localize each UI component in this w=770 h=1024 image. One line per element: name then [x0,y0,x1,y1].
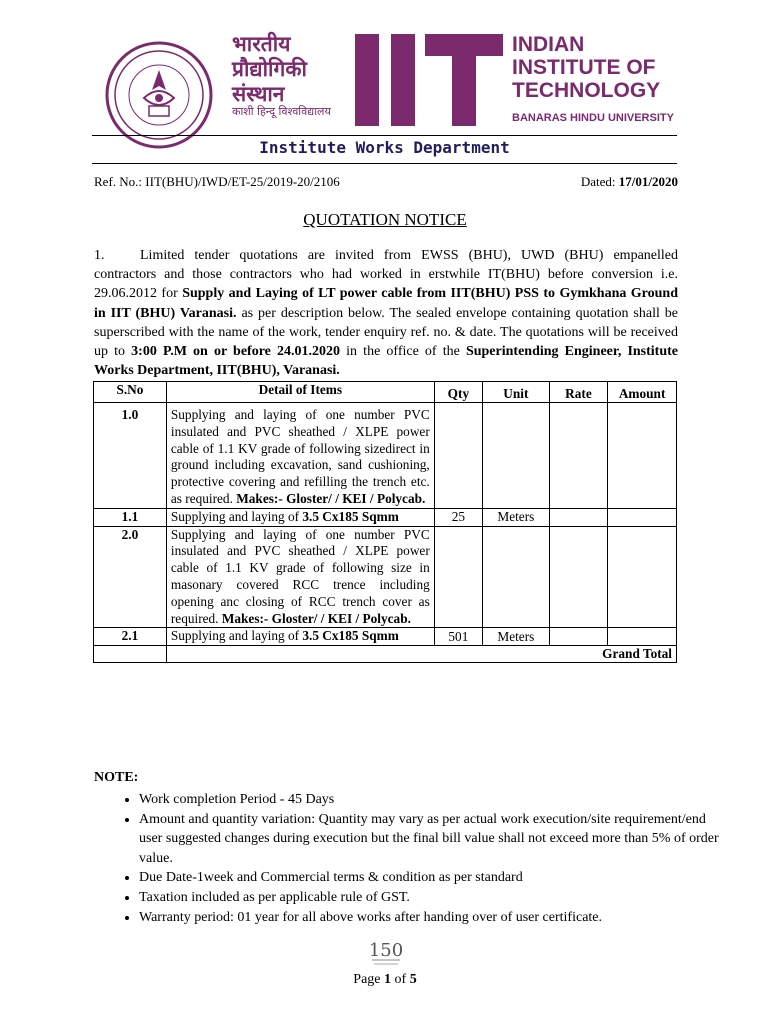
row-amount [608,508,677,526]
page-mid: of [391,972,410,987]
row-qty [434,526,482,628]
note-item: • Amount and quantity variation: Quantity may vary as per actual work execution/site requirement/end user suggested changes during execution but the final bill value shall not exceed more than 5% of order value. [139,810,729,869]
row-amount [608,403,677,509]
iit-logo-mark [355,34,503,126]
paragraph-text-3: in the office of the [340,344,466,360]
row-unit [483,526,550,628]
dated-value: 17/01/2020 [618,174,678,189]
note-item: • Taxation included as per applicable rule of GST. [139,888,729,908]
row-rate [549,403,608,509]
hindi-name-line2: प्रौद्योगिकी [232,57,307,81]
hindi-name-line1: भारतीय [232,32,291,56]
row-makes: Makes:- Gloster/ / KEI / Polycab. [236,490,426,506]
paragraph-number: 1. [94,248,105,263]
table-row [94,628,677,646]
table-row [94,526,677,628]
row-unit: Meters [483,508,550,526]
row-amount [608,526,677,628]
institute-seal-logo [104,40,214,150]
row-detail [166,508,434,526]
reference-number [94,174,340,190]
row-sno: 1.1 [94,508,167,526]
row-detail-text: Supplying and laying of [170,628,303,644]
row-sno: 2.0 [94,526,167,628]
header-amount: Amount [608,382,677,403]
row-detail [166,403,434,509]
header-detail: Detail of Items [166,382,434,403]
ref-value: IIT(BHU)/IWD/ET-25/2019-20/2106 [145,174,340,189]
work-name: Supply and Laying of LT power cable from IIT(BHU) PSS to Gymkhana Ground in IIT (BHU) Varanasi. [94,286,678,321]
row-rate [549,526,608,628]
note-item: • Warranty period: 01 year for all above works after handing over of user certificate. [139,908,729,928]
header-divider-top [92,135,677,136]
notice-paragraph [94,246,678,380]
row-rate [549,508,608,526]
hindi-name-line4: काशी हिन्दू विश्वविद्यालय [232,105,331,118]
row-qty [434,403,482,509]
ref-label: Ref. No.: [94,174,146,189]
grand-total-label: Grand Total [166,646,676,663]
row-unit: Meters [483,628,550,646]
anniversary-mark: 150 [368,940,404,961]
row-makes: Makes:- Gloster/ / KEI / Polycab. [221,610,411,626]
eng-name-line1: INDIAN [512,33,585,56]
header-rate: Rate [549,382,608,403]
row-detail-text: Supplying and laying of one number PVC insulated and PVC sheathed / XLPE power cable of 1.1 KV grade of following sizedirect in ground including excavation, sand cushioning, protective covering and refilling the trench etc. as required. [170,407,430,506]
row-qty: 25 [434,508,482,526]
page-current: 1 [384,972,392,987]
table-header-row [94,382,677,403]
note-item: • Due Date-1week and Commercial terms & condition as per standard [139,868,729,888]
notes-list [94,790,729,927]
notice-title: QUOTATION NOTICE [303,210,467,229]
grand-total-blank [94,646,167,663]
dated-label: Dated: [580,174,619,189]
header-divider-bottom [92,163,677,164]
row-rate [549,628,608,646]
hindi-name-line3: संस्थान [232,82,285,106]
page-prefix: Page [353,972,385,987]
header-sno: S.No [94,382,167,403]
row-detail-text: Supplying and laying of one number PVC insulated and PVC sheathed / XLPE power cable of 1.1 KV grade of following size in masonary covered RCC trence including opening anc closing of RCC trench cover as required. [170,526,430,626]
page-total: 5 [409,972,417,987]
table-row [94,508,677,526]
row-cable-size: 3.5 Cx185 Sqmm [302,628,399,644]
table-row [94,403,677,509]
paragraph-text-1: Limited tender quotations are invited from EWSS (BHU), UWD (BHU) empanelled contractors and those contractors who had worked in erstwhile IT(BHU) before conversion i.e. 29.06.2012 for [94,248,678,302]
header-qty: Qty [434,382,482,403]
row-detail [166,628,434,646]
note-heading: NOTE: [94,770,139,785]
row-qty: 501 [434,628,482,646]
row-cable-size: 3.5 Cx185 Sqmm [302,508,399,524]
row-amount [608,628,677,646]
department-name: Institute Works Department [259,138,510,157]
document-date [581,174,678,190]
row-sno: 2.1 [94,628,167,646]
items-table [93,381,677,663]
eng-name-line4: BANARAS HINDU UNIVERSITY [512,112,674,124]
eng-name-line3: TECHNOLOGY [512,79,661,102]
page-number [0,972,770,988]
eng-name-line2: INSTITUTE OF [512,56,656,79]
anniversary-logo [368,936,404,970]
header-unit: Unit [483,382,550,403]
submission-deadline: 3:00 P.M on or before 24.01.2020 [131,344,341,360]
row-sno: 1.0 [94,403,167,509]
row-unit [483,403,550,509]
paragraph-text-2: as per description below. The sealed envelope containing quotation shall be superscribed with the name of the work, tender enquiry ref. no. & date. The quotations will be received up to [94,305,678,360]
note-item: • Work completion Period - 45 Days [139,790,729,810]
submission-office: Superintending Engineer, Institute Works Department, IIT(BHU), Varanasi. [94,344,679,379]
row-detail-text: Supplying and laying of [170,508,303,524]
row-detail [166,526,434,628]
grand-total-row [94,646,677,663]
